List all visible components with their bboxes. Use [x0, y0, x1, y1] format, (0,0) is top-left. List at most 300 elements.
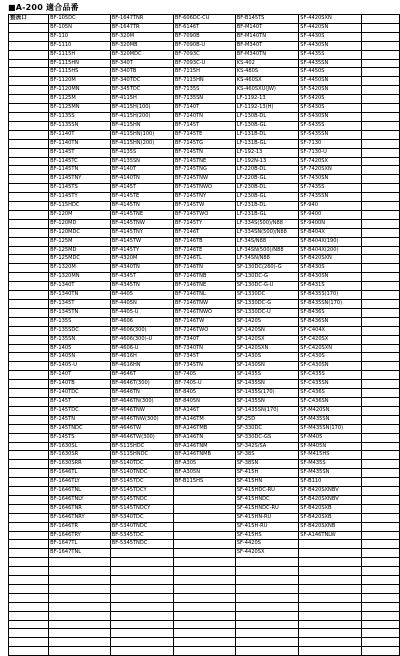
part-number-cell: BF-8405 — [173, 389, 235, 398]
label-cell — [9, 68, 49, 77]
empty-cell — [361, 513, 399, 522]
part-number-cell: BF-135SDC — [49, 326, 111, 335]
part-number-cell — [173, 549, 235, 558]
part-number-cell: SF-1330DC-U — [235, 308, 299, 317]
part-number-cell: BF-A146T — [173, 406, 235, 415]
part-number-cell: BF-7146T — [173, 228, 235, 237]
empty-cell — [361, 148, 399, 157]
empty-cell — [361, 23, 399, 32]
part-number-cell — [110, 567, 173, 576]
part-number-cell: BF-4320M — [110, 255, 173, 264]
part-number-cell: BF-4606(300) — [110, 326, 173, 335]
part-number-cell: LF-131B-GL — [235, 139, 299, 148]
part-number-cell: BF-5340TDC — [110, 513, 173, 522]
part-number-cell: BF-4135SN — [110, 157, 173, 166]
part-number-cell: BF-7340TN — [173, 344, 235, 353]
part-number-cell: BF-1115HS — [49, 68, 111, 77]
table-row — [9, 433, 400, 442]
part-number-cell — [299, 620, 362, 629]
label-cell — [9, 32, 49, 41]
part-number-cell: BF-1646TLY — [49, 478, 111, 487]
part-number-cell: BF-4145TNW — [110, 219, 173, 228]
part-number-cell: BF-A146TN — [173, 433, 235, 442]
label-cell — [9, 638, 49, 647]
part-number-cell: SF-M415HS — [299, 451, 362, 460]
part-number-cell: SF-1435SN(170) — [235, 406, 299, 415]
part-number-cell: BF-1145TC — [49, 157, 111, 166]
part-number-cell: BF-5145TNDC — [110, 495, 173, 504]
part-number-cell — [299, 576, 362, 585]
empty-cell — [361, 157, 399, 166]
part-number-cell — [110, 576, 173, 585]
label-cell — [9, 193, 49, 202]
part-number-cell: BF-135SN — [49, 335, 111, 344]
empty-cell — [361, 112, 399, 121]
table-row — [9, 23, 400, 32]
table-row — [9, 371, 400, 380]
part-number-cell: BF-A305N — [173, 469, 235, 478]
part-number-cell — [110, 584, 173, 593]
part-number-cell: SF-B404X — [299, 228, 362, 237]
part-number-cell — [173, 487, 235, 496]
empty-cell — [361, 415, 399, 424]
part-number-cell: LF-34SN(500)/N88 — [235, 246, 299, 255]
part-number-cell: BF-5345TDC — [110, 531, 173, 540]
part-number-cell: BF-4145T — [110, 184, 173, 193]
part-number-cell: SF-330DC — [235, 424, 299, 433]
table-row — [9, 380, 400, 389]
part-number-cell: SF-B431S — [299, 282, 362, 291]
table-row — [9, 255, 400, 264]
label-cell — [9, 611, 49, 620]
empty-cell — [361, 611, 399, 620]
table-row — [9, 246, 400, 255]
label-cell — [9, 139, 49, 148]
table-row — [9, 86, 400, 95]
part-number-cell: BF-7115HN — [173, 77, 235, 86]
table-row — [9, 50, 400, 59]
empty-cell — [361, 59, 399, 68]
table-row — [9, 15, 400, 24]
table-row — [9, 184, 400, 193]
part-number-cell: BF-7146TL — [173, 255, 235, 264]
part-number-cell: BF-120M — [49, 210, 111, 219]
part-number-cell: LF-192-13 — [235, 148, 299, 157]
part-number-cell: BF-4145TE — [110, 193, 173, 202]
part-number-cell: LF-131B-DL — [235, 130, 299, 139]
label-cell — [9, 59, 49, 68]
part-number-cell: SF-7435S — [299, 184, 362, 193]
part-number-cell: BF-4646TN(300) — [110, 397, 173, 406]
part-number-cell: SF-415H — [235, 469, 299, 478]
part-number-cell: SF-25D — [235, 415, 299, 424]
part-number-cell: BF-4616HN — [110, 362, 173, 371]
part-number-cell: LF-130B-GL — [235, 121, 299, 130]
part-number-cell: LF-334SN(500)/N88 — [235, 228, 299, 237]
part-number-cell — [173, 611, 235, 620]
empty-cell — [361, 95, 399, 104]
part-number-cell: SF-940 — [299, 202, 362, 211]
part-number-cell: SF-9400N — [299, 219, 362, 228]
part-number-cell: BF-7145TWO — [173, 210, 235, 219]
label-cell — [9, 558, 49, 567]
part-number-cell: BF-1647TNR — [110, 15, 173, 24]
part-number-cell: BF-A146TM — [173, 415, 235, 424]
part-number-cell — [173, 495, 235, 504]
part-number-cell: BF-7115H — [173, 68, 235, 77]
label-cell — [9, 478, 49, 487]
label-cell — [9, 112, 49, 121]
label-cell — [9, 362, 49, 371]
table-row — [9, 237, 400, 246]
part-number-cell: BF-7146TW — [173, 317, 235, 326]
part-number-cell: SF-M435SN — [299, 469, 362, 478]
label-cell — [9, 237, 49, 246]
part-number-cell — [235, 593, 299, 602]
part-number-cell: BF-345TDC — [110, 86, 173, 95]
part-number-cell: BF-4345T — [110, 273, 173, 282]
part-number-cell: BF-1140TN — [49, 139, 111, 148]
part-number-cell: LF-230B-GL — [235, 193, 299, 202]
table-row — [9, 567, 400, 576]
part-number-cell: LF-231B-GL — [235, 210, 299, 219]
part-number-cell — [49, 558, 111, 567]
empty-cell — [361, 335, 399, 344]
part-number-cell: BF-110 — [49, 32, 111, 41]
part-number-cell: BF-1135SN — [49, 121, 111, 130]
part-number-cell — [235, 629, 299, 638]
part-number-cell: BF-4135S — [110, 148, 173, 157]
part-number-cell: SF-B420SXB — [299, 504, 362, 513]
part-number-cell: SF-B420SXB — [299, 513, 362, 522]
part-number-cell: BF-140TB — [49, 380, 111, 389]
part-number-cell: BF-7093C-U — [173, 59, 235, 68]
table-row — [9, 513, 400, 522]
label-cell — [9, 121, 49, 130]
part-number-cell — [173, 513, 235, 522]
table-row — [9, 522, 400, 531]
label-cell — [9, 647, 49, 656]
label-cell — [9, 210, 49, 219]
part-number-cell: SF-M435SN(170) — [299, 424, 362, 433]
label-cell — [9, 451, 49, 460]
part-number-cell: BF-120MDC — [49, 228, 111, 237]
part-number-cell: BF-125MD — [49, 246, 111, 255]
label-cell — [9, 291, 49, 300]
part-number-cell: BF-4606 — [110, 317, 173, 326]
part-number-cell — [299, 549, 362, 558]
part-number-cell: BF-7145TG — [173, 139, 235, 148]
part-number-cell: BF-1125MN — [49, 104, 111, 113]
empty-cell — [361, 300, 399, 309]
part-number-cell: BF-320MB — [110, 41, 173, 50]
label-cell — [9, 130, 49, 139]
part-number-cell: BF-1630SR — [49, 451, 111, 460]
empty-cell — [361, 469, 399, 478]
part-number-cell — [110, 549, 173, 558]
table-row — [9, 558, 400, 567]
part-number-cell: BF-M340T — [235, 41, 299, 50]
part-number-cell: SF-7435SN — [299, 193, 362, 202]
part-number-cell: BF-1647TNL — [49, 549, 111, 558]
part-number-cell: SF-342S/SA — [235, 442, 299, 451]
empty-cell — [361, 193, 399, 202]
label-cell — [9, 540, 49, 549]
part-number-cell: BF-1646TNL — [49, 487, 111, 496]
part-number-cell — [110, 647, 173, 656]
part-number-cell: BF-1405 — [49, 344, 111, 353]
part-number-cell: SF-4430S — [299, 32, 362, 41]
part-number-cell: SF-330DC-GS — [235, 433, 299, 442]
part-number-cell: BF-7145TN — [173, 148, 235, 157]
part-number-cell: BF-6146T — [173, 23, 235, 32]
part-number-cell — [235, 620, 299, 629]
part-number-cell: SF-C436SN — [299, 397, 362, 406]
part-number-cell: BF-B145TS — [235, 15, 299, 24]
part-number-cell — [299, 629, 362, 638]
part-number-cell: SF-B436SN — [299, 317, 362, 326]
label-cell — [9, 202, 49, 211]
empty-cell — [361, 567, 399, 576]
part-number-cell — [173, 522, 235, 531]
empty-cell — [361, 487, 399, 496]
table-row — [9, 77, 400, 86]
part-number-cell: BF-105DC — [49, 15, 111, 24]
part-number-cell: SF-B430SN — [299, 273, 362, 282]
page-title: ■A-200 適合品番 — [8, 3, 79, 12]
table-row — [9, 32, 400, 41]
part-number-cell: BF-1320M — [49, 264, 111, 273]
label-cell — [9, 469, 49, 478]
table-row — [9, 121, 400, 130]
part-number-cell: SF-M435S — [299, 460, 362, 469]
part-number-cell: BF-7093C — [173, 50, 235, 59]
part-number-cell: BF-1145TNY — [49, 175, 111, 184]
part-number-cell: LF-220B-GL — [235, 175, 299, 184]
part-number-cell: BF-7145TNWO — [173, 184, 235, 193]
part-number-cell: BF-1145T — [49, 148, 111, 157]
part-number-cell: SF-C435SN — [299, 380, 362, 389]
empty-cell — [361, 638, 399, 647]
part-number-cell: BF-7340T — [173, 335, 235, 344]
table-row — [9, 210, 400, 219]
table-row — [9, 576, 400, 585]
part-number-cell: BF-A146TNMB — [173, 451, 235, 460]
part-number-cell: SF-C420SX — [299, 335, 362, 344]
part-number-cell: BF-1320MN — [49, 273, 111, 282]
part-number-cell: BF-4115H — [110, 95, 173, 104]
part-number-cell: BF-1647TL — [49, 540, 111, 549]
part-number-cell — [49, 638, 111, 647]
part-number-cell: BF-7090B-U — [173, 41, 235, 50]
part-number-cell: SF-5435S — [299, 121, 362, 130]
part-number-cell — [235, 558, 299, 567]
part-number-cell: BF-4115HN(200) — [110, 139, 173, 148]
part-number-cell: BF-7146TNL — [173, 291, 235, 300]
part-number-cell — [299, 593, 362, 602]
part-number-cell: BF-1630SRR — [49, 460, 111, 469]
part-number-cell: SF-4430SN — [299, 41, 362, 50]
part-number-cell: LF-34SN/N88 — [235, 255, 299, 264]
part-number-cell: BF-1120M — [49, 77, 111, 86]
part-number-cell: SF-38S — [235, 451, 299, 460]
part-number-cell: BF-M140TN — [235, 32, 299, 41]
part-number-cell: BF-4145TY — [110, 246, 173, 255]
label-cell — [9, 184, 49, 193]
part-number-cell — [235, 567, 299, 576]
part-number-cell: BF-4405-U — [110, 308, 173, 317]
part-number-cell: SF-B436S — [299, 308, 362, 317]
part-number-cell — [299, 558, 362, 567]
part-number-cell: BF-1115H — [49, 50, 111, 59]
part-number-cell: SF-4435SN — [299, 59, 362, 68]
empty-cell — [361, 344, 399, 353]
label-cell — [9, 246, 49, 255]
table-row — [9, 495, 400, 504]
empty-cell — [361, 210, 399, 219]
empty-cell — [361, 273, 399, 282]
part-number-cell — [299, 638, 362, 647]
table-row — [9, 647, 400, 656]
part-number-cell: BF-7146TNB — [173, 273, 235, 282]
table-row — [9, 264, 400, 273]
empty-cell — [361, 41, 399, 50]
empty-cell — [361, 50, 399, 59]
part-number-cell: SF-415HDC-RU — [235, 487, 299, 496]
part-number-cell: BF-4115HN — [110, 121, 173, 130]
label-cell — [9, 50, 49, 59]
part-number-cell: SF-7130-U — [299, 148, 362, 157]
empty-cell — [361, 558, 399, 567]
part-number-cell: BF-5140TNDC — [110, 469, 173, 478]
table-row — [9, 95, 400, 104]
part-number-cell: BF-A305 — [173, 460, 235, 469]
label-cell — [9, 104, 49, 113]
part-number-cell: BF-7140TN — [173, 112, 235, 121]
table-row — [9, 593, 400, 602]
part-number-cell: KS-402 — [235, 59, 299, 68]
part-number-cell: BF-4646TW(300) — [110, 433, 173, 442]
label-cell — [9, 95, 49, 104]
part-number-cell: BF-4145TNE — [110, 210, 173, 219]
table-row — [9, 549, 400, 558]
empty-cell — [361, 549, 399, 558]
part-number-cell: BF-4606(300)-U — [110, 335, 173, 344]
part-number-cell — [49, 567, 111, 576]
part-number-cell: BF-7345T — [173, 353, 235, 362]
part-number-cell: KS-480S — [235, 68, 299, 77]
part-number-cell — [235, 584, 299, 593]
part-number-cell: SF-B404X(190) — [299, 237, 362, 246]
part-number-cell: BF-M140T — [235, 23, 299, 32]
part-number-cell: BF-340T — [110, 59, 173, 68]
part-number-cell: SF-415HN-RU — [235, 513, 299, 522]
empty-cell — [361, 433, 399, 442]
empty-cell — [361, 504, 399, 513]
part-number-cell: BF-5145TDC — [110, 478, 173, 487]
part-number-cell: SF-415HNDC-RU — [235, 504, 299, 513]
part-number-cell: SF-130DC(260)-G — [235, 264, 299, 273]
part-number-cell — [49, 584, 111, 593]
label-cell — [9, 584, 49, 593]
part-number-cell: BF-7145T — [173, 121, 235, 130]
label-cell — [9, 406, 49, 415]
table-row — [9, 397, 400, 406]
part-number-cell: SF-B420SXNB — [299, 522, 362, 531]
table-row — [9, 602, 400, 611]
label-cell — [9, 23, 49, 32]
part-number-cell: BF-145TDC — [49, 406, 111, 415]
part-number-cell — [173, 629, 235, 638]
part-number-cell: SF-7130 — [299, 139, 362, 148]
part-number-cell: BF-8405N — [173, 397, 235, 406]
part-number-cell: BF-7146TE — [173, 246, 235, 255]
part-number-cell — [173, 558, 235, 567]
part-number-cell: BF-4646TNW(300) — [110, 415, 173, 424]
part-number-cell: SF-7420SXN — [299, 166, 362, 175]
table-row — [9, 584, 400, 593]
part-number-cell: BF-5145TDCY — [110, 487, 173, 496]
part-number-cell: SF-415HN — [235, 478, 299, 487]
part-number-cell: BF-340TB — [110, 68, 173, 77]
empty-cell — [361, 77, 399, 86]
part-number-cell: SF-B420SXNBV — [299, 495, 362, 504]
label-cell — [9, 219, 49, 228]
table-row — [9, 104, 400, 113]
part-number-cell: SF-5420S — [299, 95, 362, 104]
label-cell — [9, 148, 49, 157]
label-cell — [9, 344, 49, 353]
part-number-cell — [173, 584, 235, 593]
label-cell — [9, 504, 49, 513]
part-number-cell — [110, 629, 173, 638]
header-label-cell: 整流口 — [9, 15, 49, 24]
part-number-cell: SF-7430SN — [299, 175, 362, 184]
part-number-cell: BF-1120MN — [49, 86, 111, 95]
empty-cell — [361, 264, 399, 273]
part-number-cell: SF-1430S — [235, 353, 299, 362]
part-number-cell: LF-130B-DL — [235, 112, 299, 121]
part-number-cell: BF-145TN — [49, 415, 111, 424]
part-number-cell — [235, 611, 299, 620]
part-number-cell: BF-7345TN — [173, 362, 235, 371]
part-number-cell: SF-M405 — [299, 433, 362, 442]
part-number-cell: BF-4145TW — [110, 237, 173, 246]
part-number-cell: SF-1330DC-G — [235, 300, 299, 309]
part-number-cell: BF-A146TMB — [173, 424, 235, 433]
label-cell — [9, 273, 49, 282]
part-number-cell: SF-M435SN — [299, 415, 362, 424]
part-number-cell: SF-B404X(200) — [299, 246, 362, 255]
part-number-cell: SF-5435SN — [299, 130, 362, 139]
empty-cell — [361, 166, 399, 175]
part-number-cell: SF-C420SXN — [299, 344, 362, 353]
part-number-cell: SF-C404X — [299, 326, 362, 335]
empty-cell — [361, 460, 399, 469]
label-cell — [9, 495, 49, 504]
part-number-cell: BF-7140T — [173, 104, 235, 113]
label-cell — [9, 620, 49, 629]
empty-cell — [361, 620, 399, 629]
empty-cell — [361, 647, 399, 656]
label-cell — [9, 166, 49, 175]
part-number-cell: SF-1435S — [235, 371, 299, 380]
part-number-cell: LF-1192-13(H) — [235, 104, 299, 113]
part-number-cell: SF-M420SN — [299, 406, 362, 415]
table-row — [9, 531, 400, 540]
part-number-cell: BF-340TDC — [110, 77, 173, 86]
part-number-cell: LF-1192-13 — [235, 95, 299, 104]
